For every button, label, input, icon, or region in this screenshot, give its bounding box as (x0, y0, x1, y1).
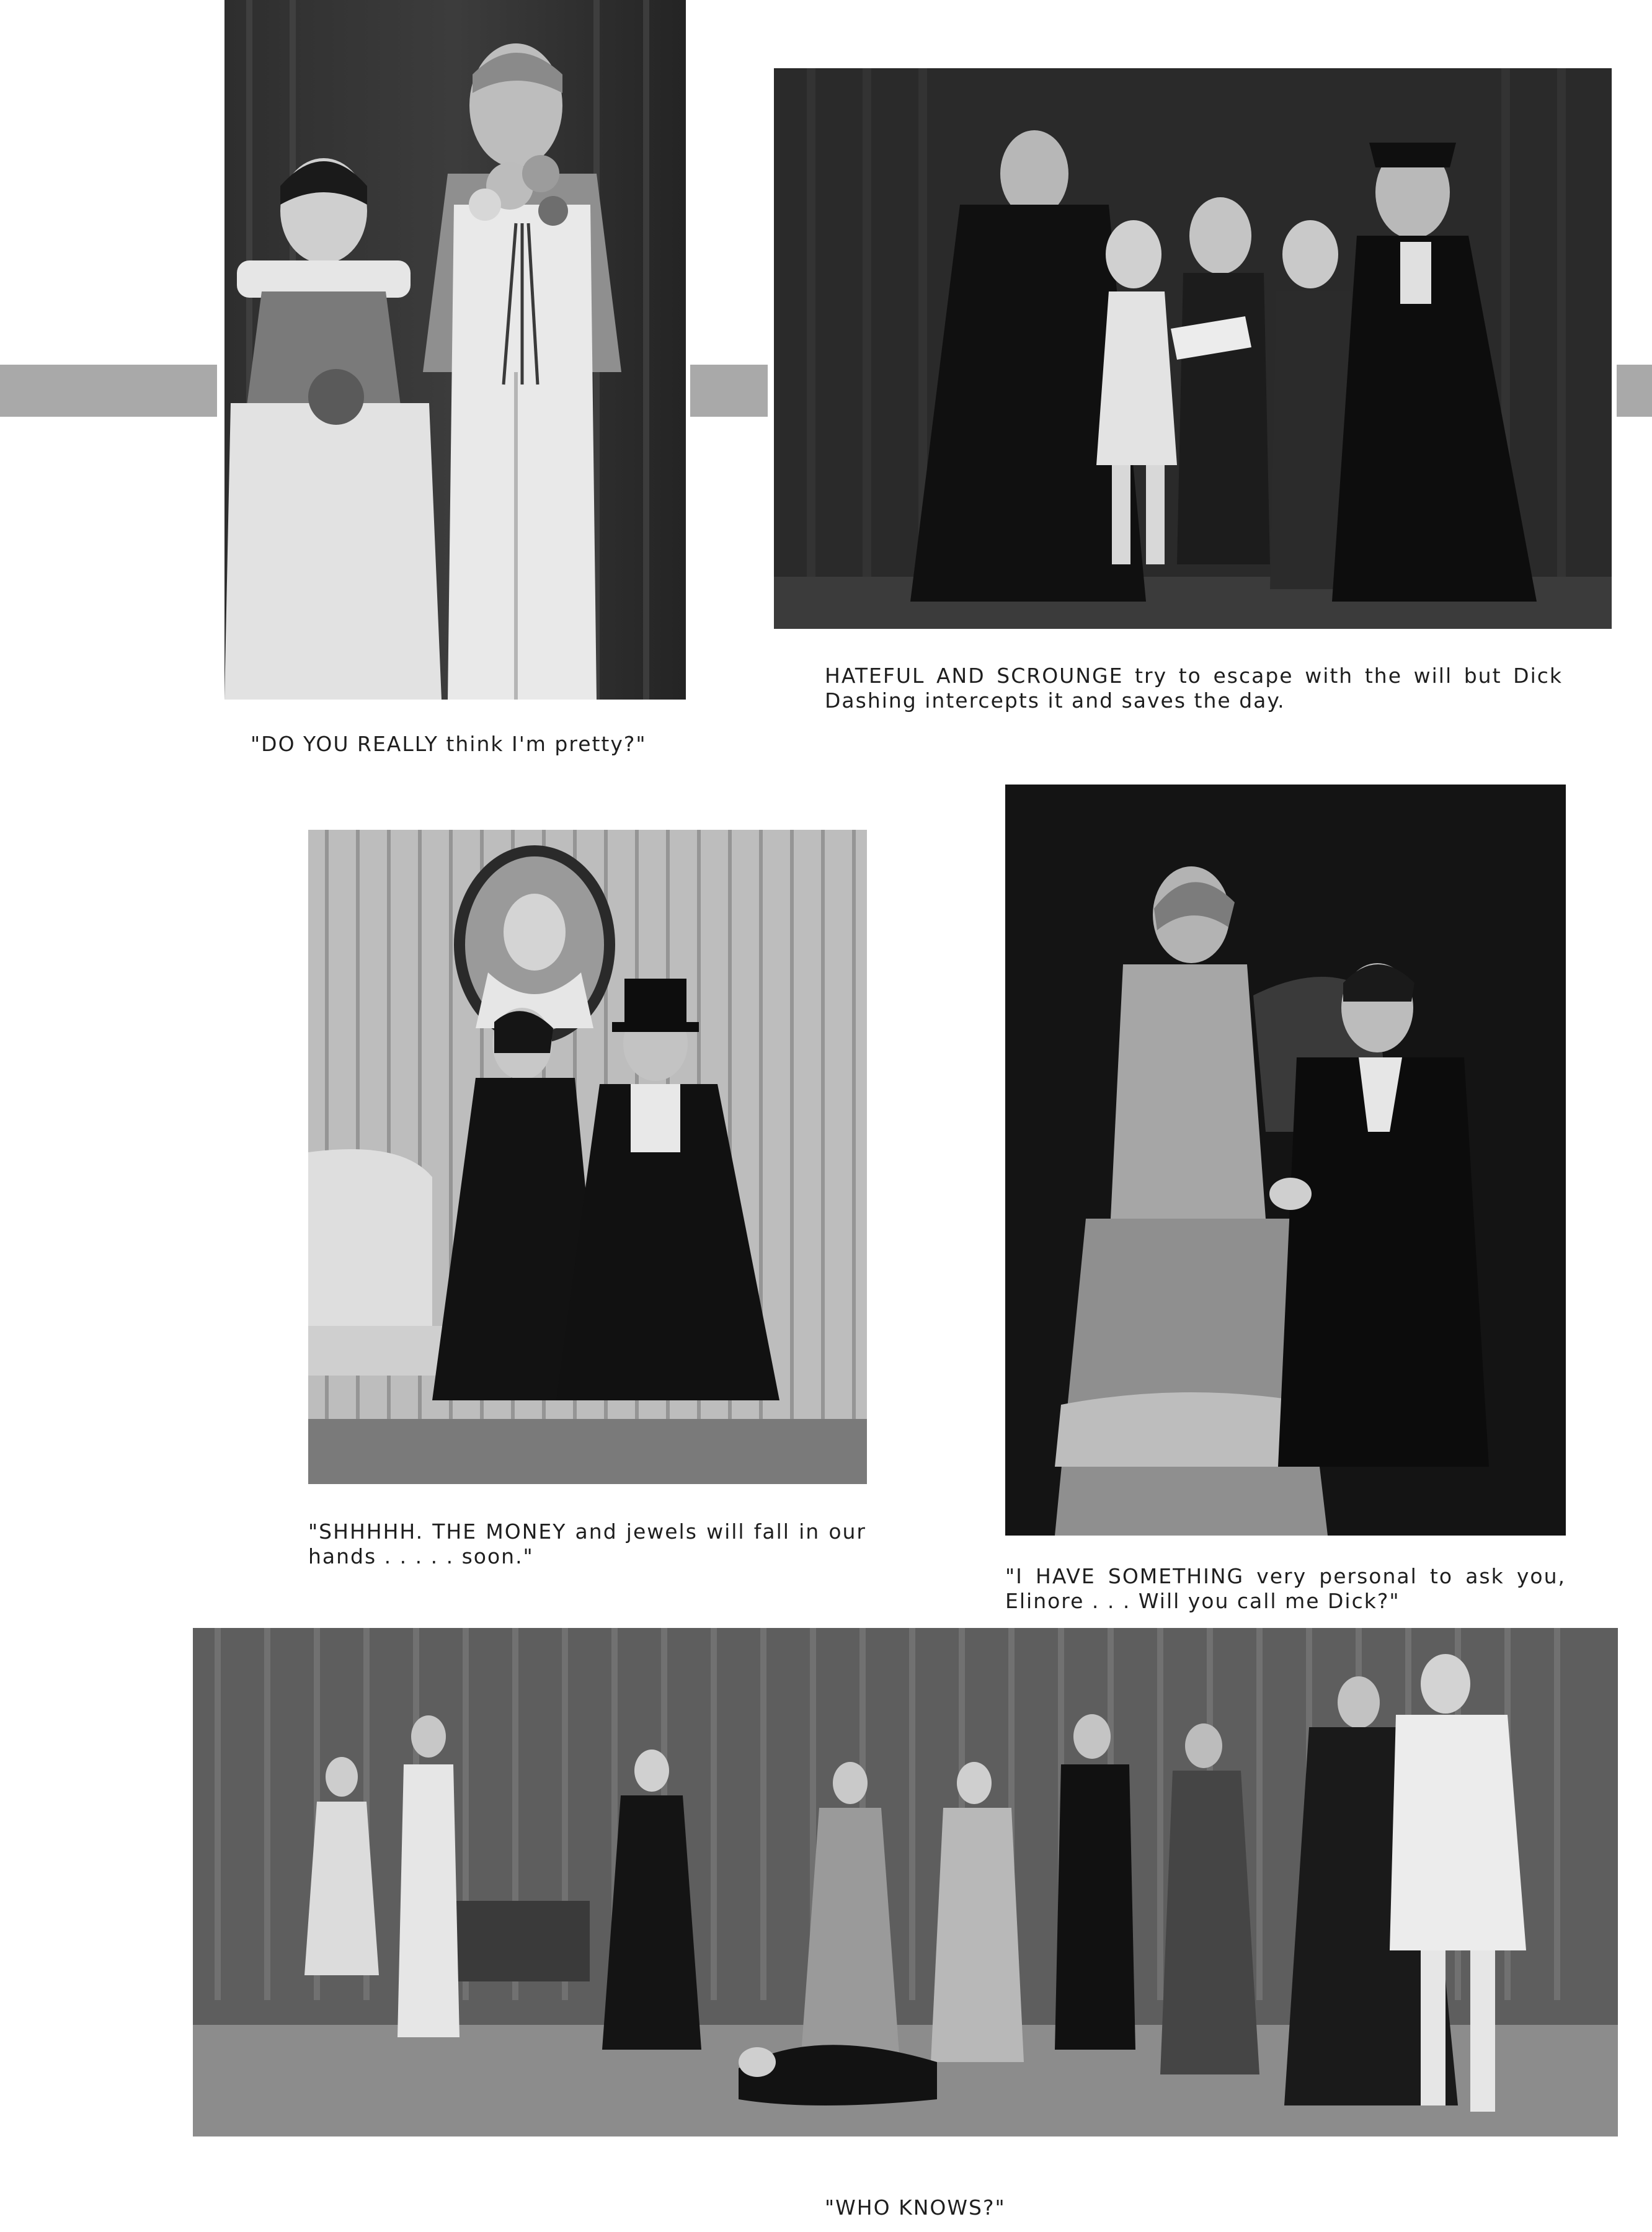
caption-i-have-something-lead: "I HAVE SOMETHING (1005, 1564, 1245, 1588)
caption-shhhhh-the-money-rest: and jewels will fall in our hands . . . . . soon." (308, 1519, 866, 1568)
right-gray-bar (1617, 365, 1652, 417)
caption-do-you-really-rest: think I'm pretty?" (438, 732, 647, 756)
photo-shhhhh-the-money (308, 830, 867, 1484)
caption-i-have-something-rest: very personal to ask you, Elinore . . . Will you call me Dick?" (1005, 1564, 1566, 1613)
middle-gray-bar (690, 365, 768, 417)
left-gray-bar (0, 365, 217, 417)
caption-who-knows-text: "WHO KNOWS?" (825, 2195, 1006, 2220)
photo-girl-and-farmhand (224, 0, 686, 700)
caption-shhhhh-the-money (308, 1519, 866, 1569)
photo-i-have-something (1005, 785, 1566, 1536)
caption-hateful-and-scrounge (825, 664, 1563, 713)
caption-hateful-and-scrounge-lead: HATEFUL AND SCROUNGE (825, 664, 1124, 688)
caption-do-you-really (251, 732, 685, 757)
photo-hateful-and-scrounge (774, 68, 1612, 629)
caption-who-knows (825, 2195, 1073, 2220)
photo-who-knows-cast (193, 1628, 1618, 2136)
caption-shhhhh-the-money-lead: "SHHHHH. THE MONEY (308, 1519, 567, 1544)
caption-do-you-really-lead: "DO YOU REALLY (251, 732, 438, 756)
caption-hateful-and-scrounge-rest: try to escape with the will but Dick Dashing intercepts it and saves the day. (825, 664, 1563, 713)
caption-i-have-something (1005, 1564, 1566, 1614)
